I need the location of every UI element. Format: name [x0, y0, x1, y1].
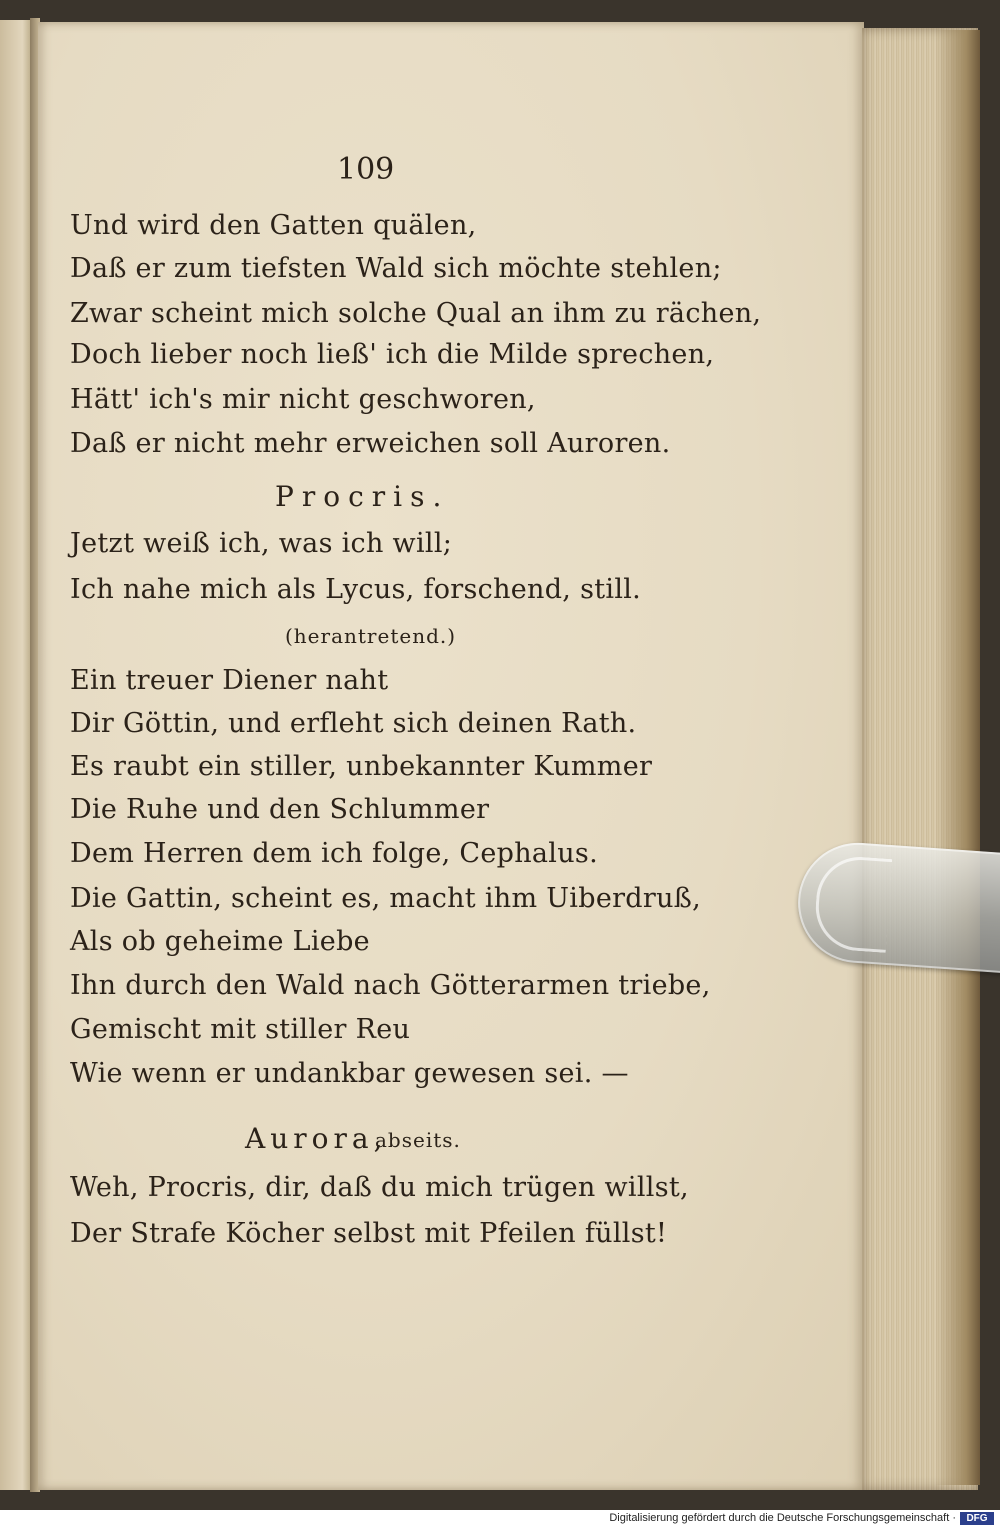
- digitization-footer: [0, 1510, 1000, 1527]
- dfg-logo: DFG: [960, 1512, 994, 1525]
- verse-line: Die Gattin, scheint es, macht ihm Uiberdruß,: [70, 883, 702, 914]
- verse-line: Ich nahe mich als Lycus, forschend, still.: [70, 574, 642, 605]
- verse-line: Die Ruhe und den Schlummer: [70, 794, 490, 825]
- stage-direction: (herantretend.): [285, 624, 457, 648]
- verse-line: Ihn durch den Wald nach Götterarmen triebe,: [70, 970, 711, 1001]
- verse-line: Daß er nicht mehr erweichen soll Auroren.: [70, 428, 671, 459]
- verse-line: Doch lieber noch ließ' ich die Milde sprechen,: [70, 339, 715, 370]
- verse-line: Es raubt ein stiller, unbekannter Kummer: [70, 751, 653, 782]
- verse-line: Als ob geheime Liebe: [70, 926, 370, 957]
- verse-line: Gemischt mit stiller Reu: [70, 1014, 411, 1045]
- verse-line: Weh, Procris, dir, daß du mich trügen willst,: [70, 1172, 689, 1203]
- verse-line: Hätt' ich's mir nicht geschworen,: [70, 384, 536, 415]
- verse-line: Jetzt weiß ich, was ich will;: [70, 528, 453, 559]
- page-number: 109: [337, 152, 395, 187]
- speaker-name: Aurora,: [245, 1122, 388, 1155]
- stage-direction: abseits.: [375, 1128, 461, 1152]
- verse-line: Wie wenn er undankbar gewesen sei. —: [70, 1058, 629, 1089]
- verse-line: Ein treuer Diener naht: [70, 665, 389, 696]
- verse-line: Und wird den Gatten quälen,: [70, 210, 477, 241]
- verse-line: Der Strafe Köcher selbst mit Pfeilen füllst!: [70, 1218, 668, 1249]
- funding-credit: Digitalisierung gefördert durch die Deutsche Forschungsgemeinschaft ·: [609, 1512, 956, 1524]
- verse-line: Zwar scheint mich solche Qual an ihm zu rächen,: [70, 298, 762, 329]
- verse-line: Dem Herren dem ich folge, Cephalus.: [70, 838, 598, 869]
- verse-line: Daß er zum tiefsten Wald sich möchte stehlen;: [70, 253, 722, 284]
- verse-line: Dir Göttin, und erfleht sich deinen Rath.: [70, 708, 637, 739]
- speaker-name: Procris.: [275, 480, 450, 513]
